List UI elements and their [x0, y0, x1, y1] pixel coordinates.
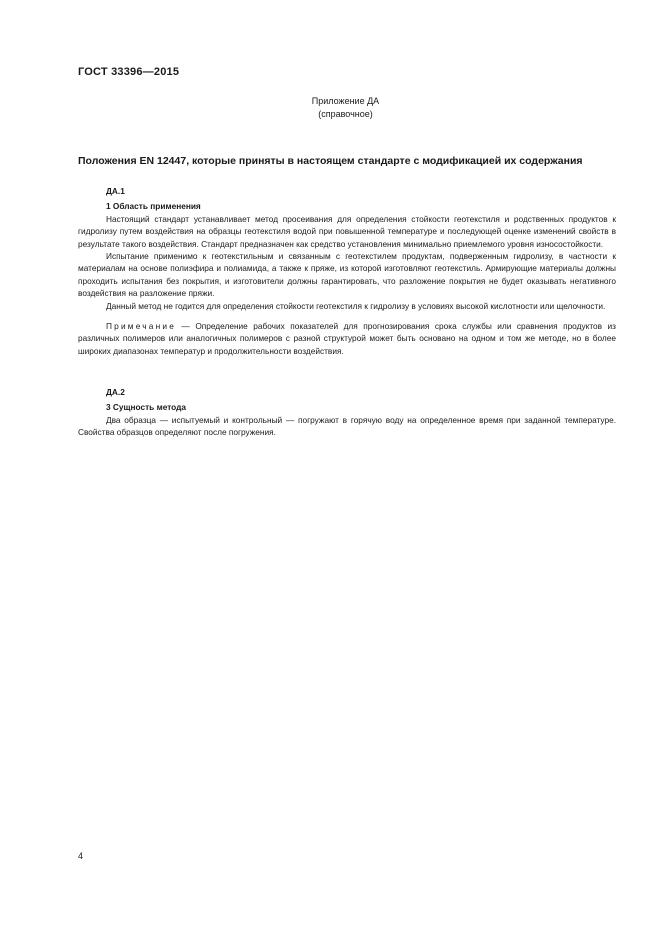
main-title: Положения EN 12447, которые приняты в настоящем стандарте с модификацией их содержания	[78, 155, 583, 167]
section-heading: 3 Сущность метода	[106, 402, 187, 413]
document-code: ГОСТ 33396—2015	[78, 66, 180, 78]
paragraph: Два образца — испытуемый и контрольный — погружают в горячую воду на определенное время при заданной температуре. Свойства образцов определяют после погружения.	[78, 414, 616, 438]
section-label: ДА.1	[106, 186, 125, 196]
note-label: Примечание	[106, 321, 177, 332]
section-da1	[78, 185, 616, 357]
appendix-subtitle: (справочное)	[318, 109, 373, 119]
section-da2	[78, 386, 616, 439]
page-number: 4	[78, 851, 84, 861]
section-label: ДА.2	[106, 387, 125, 397]
paragraph: Испытание применимо к геотекстильным и связанным с геотекстилем продуктам, подверженным гидролизу, в частности к материалам на основе полиэфира и полиамида, а также к пряже, из которой изготовляют геотекстиль. Армирующие материалы должны проходить испытания без покрытия, и изготовители должны гарантировать, что разложение покрытия не будет оказывать негативного воздействия на разложение пряжи.	[78, 251, 616, 299]
paragraph: Настоящий стандарт устанавливает метод просеивания для определения стойкости геотекстиля и родственных продуктов к гидролизу путем воздействия на образцы геотекстиля водой при повышенной температуре и последующей оценке изменений свойств в результате такого воздействия. Стандарт предназначен как средство установления минимально приемлемого уровня износостойкости.	[78, 213, 616, 249]
note-text: — Определение рабочих показателей для прогнозирования срока службы или сравнения продуктов из различных полимеров или аналогичных полимеров с разной структурой может быть основано на одном и том же методе, но в более широких диапазонах температур и продолжительности воздействия.	[78, 321, 616, 356]
section-heading: 1 Область применения	[106, 201, 201, 212]
paragraph: Данный метод не годится для определения стойкости геотекстиля к гидролизу в условиях высокой кислотности или щелочности.	[106, 300, 606, 311]
appendix-title: Приложение ДА	[311, 96, 380, 106]
note	[78, 320, 616, 357]
